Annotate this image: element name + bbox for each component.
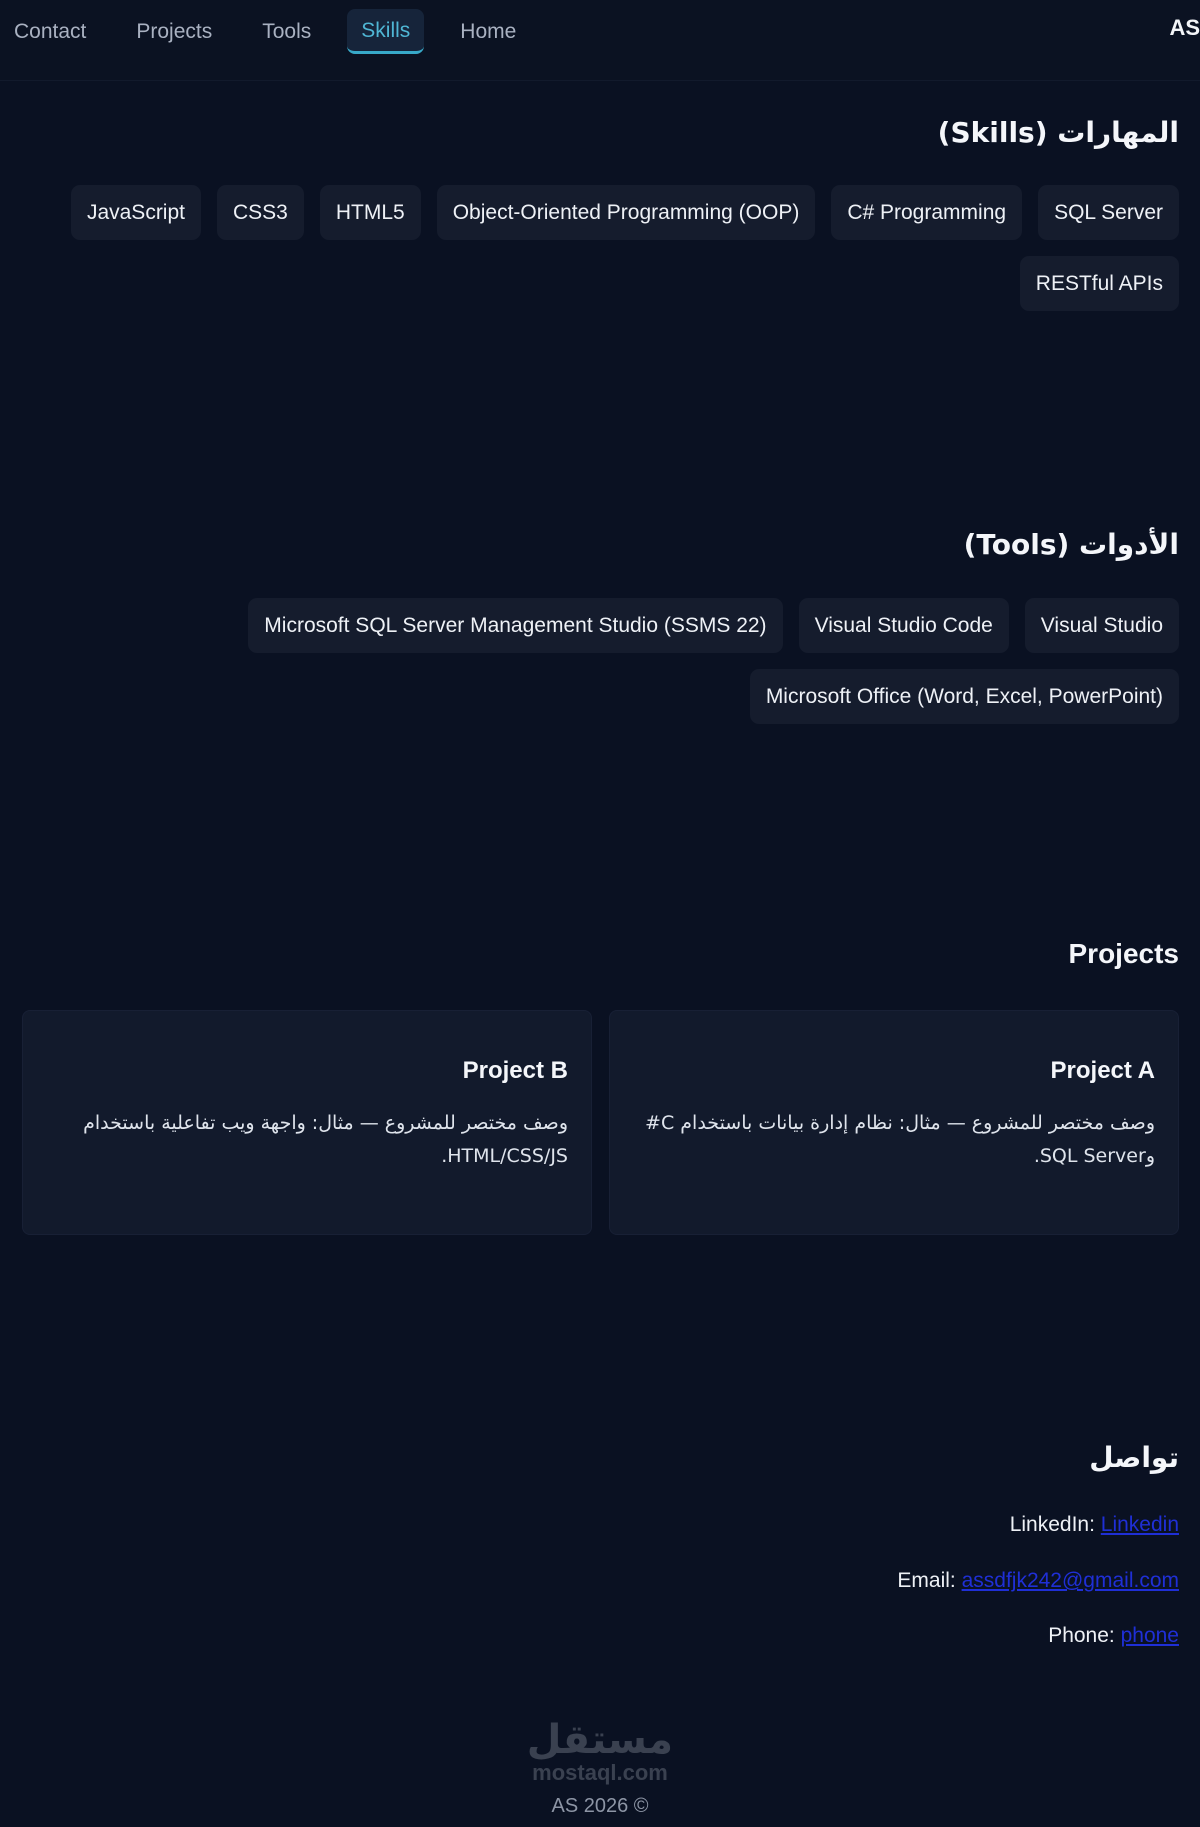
linkedin-label: LinkedIn: [1009,1513,1095,1536]
nav-link-tools[interactable]: Tools [262,19,312,43]
tool-chip: Visual Studio [1025,598,1179,653]
skill-chip: C# Programming [831,185,1022,240]
linkedin-link[interactable]: Linkedin [1100,1513,1179,1536]
phone-label: Phone: [1048,1624,1115,1647]
top-navbar [0,0,1200,81]
project-title: Project B [462,1057,568,1084]
tools-title: الأدوات (Tools) [963,528,1179,561]
skill-chip: RESTful APIs [1020,256,1179,311]
contact-linkedin [1010,1513,1179,1537]
skills-list [21,185,1179,311]
skill-chip: JavaScript [71,185,201,240]
skill-chip: CSS3 [217,185,304,240]
projects-grid [21,1010,1179,1235]
phone-link[interactable]: phone [1120,1624,1179,1647]
nav-link-projects[interactable]: Projects [136,19,213,43]
main-nav [0,9,552,54]
contact-email [897,1569,1179,1593]
project-card-a [609,1010,1179,1235]
skill-chip: Object-Oriented Programming (OOP) [437,185,816,240]
skills-title: المهارات (Skills) [937,116,1179,149]
project-description: وصف مختصر للمشروع — مثال: واجهة ويب تفاعلية باستخدام HTML/CSS/JS. [83,1112,568,1167]
skill-chip: SQL Server [1038,185,1179,240]
watermark-latin: mostaql.com [532,1760,668,1785]
tool-chip: Visual Studio Code [799,598,1009,653]
contact-title: تواصل [1089,1441,1179,1474]
tools-list [21,598,1179,724]
tool-chip: Microsoft Office (Word, Excel, PowerPoint) [750,669,1179,724]
contact-phone [1048,1624,1179,1648]
brand-logo[interactable]: AS [1169,15,1200,40]
email-label: Email: [897,1569,956,1592]
project-description: وصف مختصر للمشروع — مثال: نظام إدارة بيانات باستخدام C# وSQL Server. [645,1112,1155,1167]
skill-chip: HTML5 [320,185,421,240]
watermark-arabic: مستقل [526,1717,673,1763]
copyright-text: AS 2026 © [551,1795,649,1817]
nav-link-home[interactable]: Home [460,19,517,43]
mostaql-watermark [527,1718,673,1784]
email-link[interactable]: assdfjk242@gmail.com [961,1569,1179,1592]
tool-chip: Microsoft SQL Server Management Studio (SSMS 22) [248,598,782,653]
nav-link-skills[interactable]: Skills [347,9,424,54]
nav-link-contact[interactable]: Contact [14,19,87,43]
project-card-b [22,1010,592,1235]
project-title: Project A [1050,1057,1155,1084]
projects-title: Projects [1068,938,1179,969]
